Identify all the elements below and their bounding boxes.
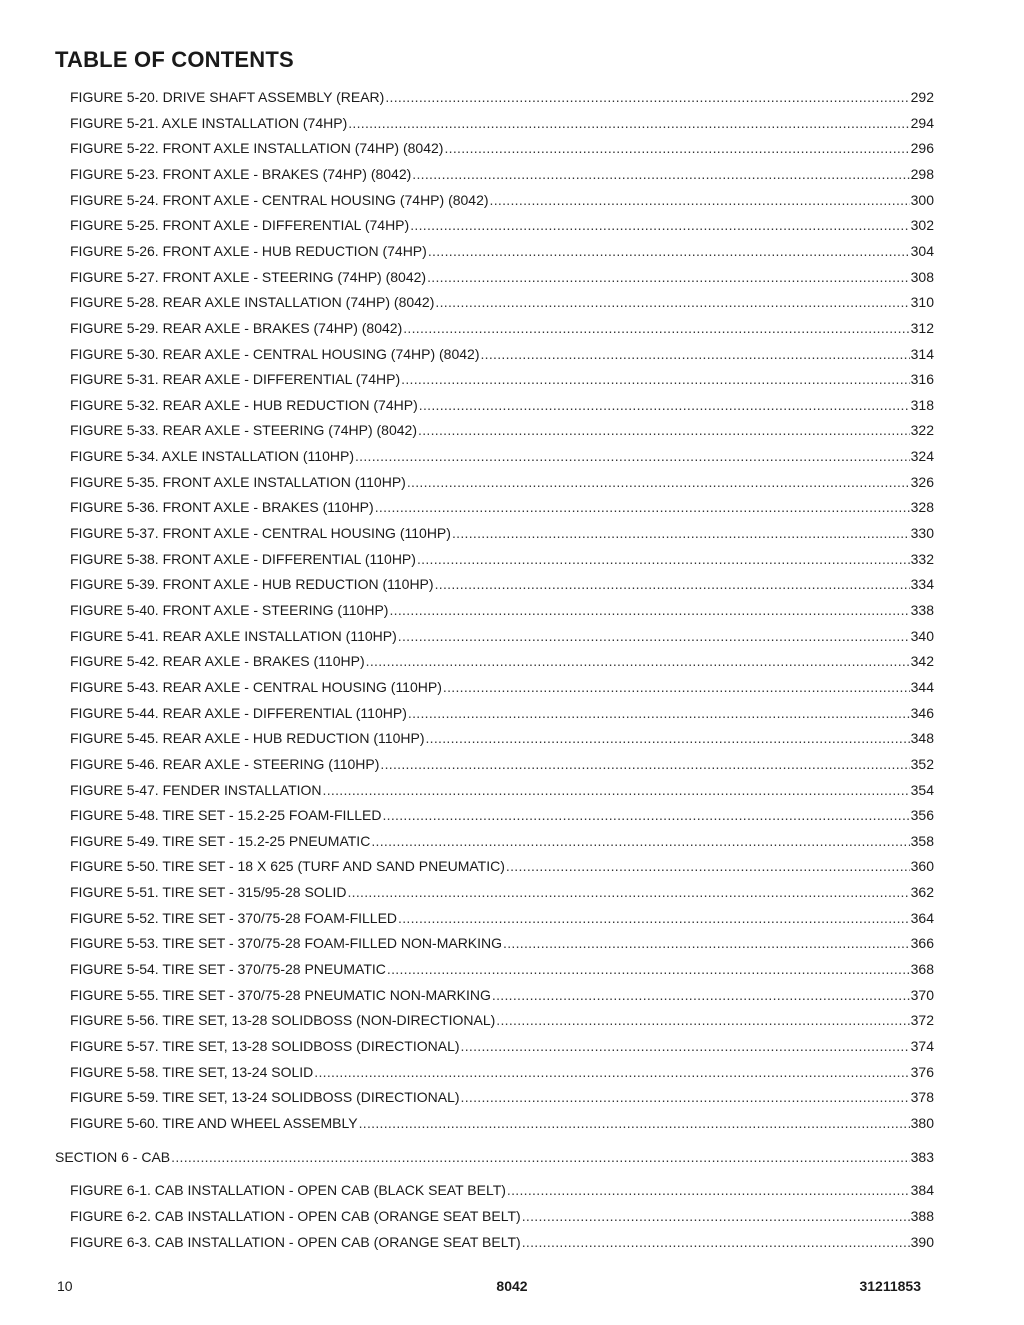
toc-entry-title: FIGURE 5-33. REAR AXLE - STEERING (74HP) (8042): [70, 422, 417, 438]
toc-leader-dots: [427, 268, 910, 286]
toc-figure-entry[interactable]: [70, 652, 934, 670]
toc-entry-page: 340: [910, 628, 934, 644]
toc-entry-page: 298: [910, 166, 934, 182]
toc-entry-page: 376: [910, 1064, 934, 1080]
toc-entry-title: FIGURE 5-45. REAR AXLE - HUB REDUCTION (110HP): [70, 730, 425, 746]
toc-leader-dots: [171, 1148, 910, 1166]
toc-entry-page: 338: [910, 602, 934, 618]
page-footer: [0, 1278, 1024, 1298]
toc-leader-dots: [410, 216, 909, 234]
toc-entry-title: FIGURE 5-36. FRONT AXLE - BRAKES (110HP): [70, 499, 374, 515]
toc-leader-dots: [314, 1063, 909, 1081]
toc-entry-page: 316: [910, 371, 934, 387]
toc-leader-dots: [366, 652, 910, 670]
toc-entry-page: 356: [910, 807, 934, 823]
toc-figure-entry[interactable]: [70, 755, 934, 773]
toc-leader-dots: [323, 781, 910, 799]
toc-leader-dots: [398, 627, 910, 645]
toc-figure-entry[interactable]: [70, 396, 934, 414]
toc-leader-dots: [490, 191, 910, 209]
toc-figure-entry[interactable]: [70, 832, 934, 850]
toc-entry-title: FIGURE 5-55. TIRE SET - 370/75-28 PNEUMATIC NON-MARKING: [70, 987, 491, 1003]
footer-model: 8042: [496, 1278, 528, 1294]
toc-entry-title: FIGURE 5-50. TIRE SET - 18 X 625 (TURF AND SAND PNEUMATIC): [70, 858, 505, 874]
toc-leader-dots: [461, 1037, 910, 1055]
toc-entry-page: 308: [910, 269, 934, 285]
toc-leader-dots: [380, 755, 909, 773]
toc-entry-title: FIGURE 5-59. TIRE SET, 13-24 SOLIDBOSS (DIRECTIONAL): [70, 1089, 460, 1105]
toc-figure-entry[interactable]: [70, 1207, 934, 1225]
toc-entry-page: 354: [910, 782, 934, 798]
toc-entry-page: 372: [910, 1012, 934, 1028]
toc-leader-dots: [385, 88, 909, 106]
toc-leader-dots: [443, 678, 910, 696]
toc-figure-entry[interactable]: [70, 934, 934, 952]
toc-leader-dots: [522, 1207, 910, 1225]
toc-entry-page: 322: [910, 422, 934, 438]
toc-entry-title: FIGURE 5-42. REAR AXLE - BRAKES (110HP): [70, 653, 365, 669]
toc-figure-entry[interactable]: [70, 191, 934, 209]
toc-figure-entry[interactable]: [70, 216, 934, 234]
toc-leader-dots: [492, 986, 910, 1004]
toc-leader-dots: [480, 345, 909, 363]
toc-entry-page: 312: [910, 320, 934, 336]
toc-figure-entry[interactable]: [70, 806, 934, 824]
toc-entry-page: 328: [910, 499, 934, 515]
toc-entry-page: 368: [910, 961, 934, 977]
toc-entry-title: FIGURE 6-2. CAB INSTALLATION - OPEN CAB (ORANGE SEAT BELT): [70, 1208, 521, 1224]
toc-figure-entry[interactable]: [70, 1233, 934, 1251]
toc-entry-page: 344: [910, 679, 934, 695]
toc-entry-title: FIGURE 5-52. TIRE SET - 370/75-28 FOAM-FILLED: [70, 910, 398, 926]
toc-figure-entry[interactable]: [70, 575, 934, 593]
toc-entry-title: FIGURE 5-38. FRONT AXLE - DIFFERENTIAL (110HP): [70, 551, 416, 567]
toc-entry-title: FIGURE 5-49. TIRE SET - 15.2-25 PNEUMATIC: [70, 833, 371, 849]
toc-entry-title: FIGURE 5-35. FRONT AXLE INSTALLATION (110HP): [70, 474, 406, 490]
toc-figure-entry[interactable]: [70, 447, 934, 465]
toc-entry-title: FIGURE 6-1. CAB INSTALLATION - OPEN CAB (BLACK SEAT BELT): [70, 1182, 506, 1198]
toc-entry-title: FIGURE 5-56. TIRE SET, 13-28 SOLIDBOSS (NON-DIRECTIONAL): [70, 1012, 496, 1028]
toc-leader-dots: [408, 704, 910, 722]
toc-leader-dots: [382, 806, 909, 824]
toc-entry-title: FIGURE 5-26. FRONT AXLE - HUB REDUCTION (74HP): [70, 243, 427, 259]
toc-figure-entry[interactable]: [70, 550, 934, 568]
toc-figure-entry[interactable]: [70, 1037, 934, 1055]
toc-entry-title: FIGURE 5-27. FRONT AXLE - STEERING (74HP) (8042): [70, 269, 427, 285]
toc-entry-page: 330: [910, 525, 934, 541]
toc-entry-title: FIGURE 5-37. FRONT AXLE - CENTRAL HOUSING (110HP): [70, 525, 451, 541]
toc-figure-entry[interactable]: [70, 627, 934, 645]
toc-entry-page: 294: [910, 115, 934, 131]
toc-entry-title: FIGURE 5-24. FRONT AXLE - CENTRAL HOUSING (74HP) (8042): [70, 192, 489, 208]
toc-leader-dots: [389, 601, 909, 619]
toc-entry-title: FIGURE 5-23. FRONT AXLE - BRAKES (74HP) (8042): [70, 166, 412, 182]
toc-entry-page: 318: [910, 397, 934, 413]
toc-leader-dots: [503, 934, 910, 952]
toc-figure-entry[interactable]: [70, 601, 934, 619]
toc-leader-dots: [428, 242, 910, 260]
toc-figure-entry[interactable]: [70, 986, 934, 1004]
toc-figure-entry[interactable]: [70, 857, 934, 875]
footer-doc-number: 31211853: [859, 1278, 921, 1294]
toc-entry-page: 390: [910, 1234, 934, 1250]
toc-entry-title: FIGURE 5-51. TIRE SET - 315/95-28 SOLID: [70, 884, 347, 900]
toc-entry-title: FIGURE 5-20. DRIVE SHAFT ASSEMBLY (REAR): [70, 89, 385, 105]
toc-leader-dots: [417, 550, 910, 568]
toc-figure-entry[interactable]: [70, 473, 934, 491]
toc-entry-page: 348: [910, 730, 934, 746]
toc-leader-dots: [425, 729, 909, 747]
toc-figure-entry[interactable]: [70, 729, 934, 747]
toc-leader-dots: [522, 1233, 910, 1251]
toc-entry-page: 310: [910, 294, 934, 310]
toc-entry-page: 292: [910, 89, 934, 105]
toc-entry-title: FIGURE 5-41. REAR AXLE INSTALLATION (110HP): [70, 628, 397, 644]
toc-entry-page: 360: [910, 858, 934, 874]
toc-leader-dots: [506, 857, 910, 875]
toc-figure-entry[interactable]: [70, 1181, 934, 1199]
toc-figure-entry[interactable]: [70, 960, 934, 978]
toc-entry-title: FIGURE 5-54. TIRE SET - 370/75-28 PNEUMATIC: [70, 961, 386, 977]
toc-figure-entry[interactable]: [70, 242, 934, 260]
toc-entry-page: 384: [910, 1182, 934, 1198]
toc-leader-dots: [444, 139, 909, 157]
toc-figure-entry[interactable]: [70, 88, 934, 106]
toc-leader-dots: [496, 1011, 909, 1029]
toc-figure-entry[interactable]: [70, 704, 934, 722]
toc-entry-title: FIGURE 5-30. REAR AXLE - CENTRAL HOUSING (74HP) (8042): [70, 346, 480, 362]
toc-entry-page: 362: [910, 884, 934, 900]
toc-leader-dots: [452, 524, 910, 542]
toc-leader-dots: [375, 498, 910, 516]
toc-figure-entry[interactable]: [70, 268, 934, 286]
toc-figure-entry[interactable]: [70, 1011, 934, 1029]
toc-figure-entry[interactable]: [70, 345, 934, 363]
toc-figure-entry[interactable]: [70, 165, 934, 183]
toc-figure-entry[interactable]: [70, 114, 934, 132]
toc-figure-entry[interactable]: [70, 1114, 934, 1132]
toc-entry-page: 352: [910, 756, 934, 772]
toc-entry-page: 296: [910, 140, 934, 156]
toc-figure-entry[interactable]: [70, 909, 934, 927]
toc-leader-dots: [398, 909, 910, 927]
toc-entry-title: FIGURE 5-40. FRONT AXLE - STEERING (110HP): [70, 602, 389, 618]
toc-entry-title: FIGURE 5-53. TIRE SET - 370/75-28 FOAM-FILLED NON-MARKING: [70, 935, 503, 951]
toc-entry-page: 334: [910, 576, 934, 592]
toc-figure-entry[interactable]: [70, 781, 934, 799]
toc-figure-entry[interactable]: [70, 370, 934, 388]
toc-figure-entry[interactable]: [70, 139, 934, 157]
toc-figure-entry[interactable]: [70, 678, 934, 696]
toc-leader-dots: [348, 114, 909, 132]
toc-entry-title: SECTION 6 - CAB: [55, 1149, 171, 1165]
toc-entry-title: FIGURE 5-43. REAR AXLE - CENTRAL HOUSING (110HP): [70, 679, 442, 695]
toc-leader-dots: [418, 421, 910, 439]
toc-entry-title: FIGURE 5-21. AXLE INSTALLATION (74HP): [70, 115, 348, 131]
toc-entry-title: FIGURE 5-46. REAR AXLE - STEERING (110HP): [70, 756, 380, 772]
toc-entry-page: 314: [910, 346, 934, 362]
toc-entry-page: 304: [910, 243, 934, 259]
toc-entry-page: 300: [910, 192, 934, 208]
toc-entry-title: FIGURE 5-34. AXLE INSTALLATION (110HP): [70, 448, 354, 464]
toc-figure-entry[interactable]: [70, 421, 934, 439]
toc-entry-page: 332: [910, 551, 934, 567]
toc-leader-dots: [507, 1181, 910, 1199]
toc-entry-page: 378: [910, 1089, 934, 1105]
toc-entry-page: 324: [910, 448, 934, 464]
toc-leader-dots: [435, 293, 909, 311]
toc-figure-entry[interactable]: [70, 293, 934, 311]
toc-figure-entry[interactable]: [70, 883, 934, 901]
page-title: TABLE OF CONTENTS: [55, 47, 294, 72]
toc-entry-page: 302: [910, 217, 934, 233]
toc-entry-page: 366: [910, 935, 934, 951]
toc-leader-dots: [407, 473, 910, 491]
toc-leader-dots: [355, 447, 910, 465]
toc-figure-entry[interactable]: [70, 1063, 934, 1081]
toc-leader-dots: [435, 575, 910, 593]
toc-leader-dots: [401, 370, 910, 388]
toc-leader-dots: [461, 1088, 910, 1106]
toc-entry-page: 358: [910, 833, 934, 849]
toc-leader-dots: [387, 960, 910, 978]
toc-figure-entry[interactable]: [70, 524, 934, 542]
toc-entry-title: FIGURE 5-39. FRONT AXLE - HUB REDUCTION (110HP): [70, 576, 434, 592]
toc-entry-title: FIGURE 5-22. FRONT AXLE INSTALLATION (74HP) (8042): [70, 140, 444, 156]
toc-entry-page: 383: [910, 1149, 934, 1165]
toc-entry-title: FIGURE 5-29. REAR AXLE - BRAKES (74HP) (8042): [70, 320, 403, 336]
toc-entry-page: 374: [910, 1038, 934, 1054]
toc-entry-title: FIGURE 5-28. REAR AXLE INSTALLATION (74HP) (8042): [70, 294, 435, 310]
toc-entry-title: FIGURE 5-57. TIRE SET, 13-28 SOLIDBOSS (DIRECTIONAL): [70, 1038, 460, 1054]
toc-leader-dots: [347, 883, 909, 901]
toc-leader-dots: [371, 832, 909, 850]
toc-leader-dots: [403, 319, 909, 337]
toc-entry-title: FIGURE 5-60. TIRE AND WHEEL ASSEMBLY: [70, 1115, 358, 1131]
toc-figure-entry[interactable]: [70, 319, 934, 337]
toc-entry-page: 380: [910, 1115, 934, 1131]
toc-entry-page: 326: [910, 474, 934, 490]
toc-leader-dots: [359, 1114, 910, 1132]
toc-entry-title: FIGURE 5-47. FENDER INSTALLATION: [70, 782, 322, 798]
toc-figure-entry[interactable]: [70, 1088, 934, 1106]
toc-entry-title: FIGURE 5-32. REAR AXLE - HUB REDUCTION (74HP): [70, 397, 418, 413]
toc-entry-title: FIGURE 5-44. REAR AXLE - DIFFERENTIAL (110HP): [70, 705, 407, 721]
toc-entry-title: FIGURE 5-25. FRONT AXLE - DIFFERENTIAL (74HP): [70, 217, 410, 233]
toc-entry-page: 364: [910, 910, 934, 926]
toc-figure-entry[interactable]: [70, 498, 934, 516]
toc-entry-page: 370: [910, 987, 934, 1003]
footer-page-number: 10: [57, 1278, 73, 1294]
toc-section-entry[interactable]: [55, 1148, 934, 1166]
toc-entry-title: FIGURE 5-58. TIRE SET, 13-24 SOLID: [70, 1064, 314, 1080]
toc-entry-page: 346: [910, 705, 934, 721]
toc-leader-dots: [412, 165, 909, 183]
toc-entry-page: 342: [910, 653, 934, 669]
toc-leader-dots: [419, 396, 910, 414]
toc-entry-title: FIGURE 6-3. CAB INSTALLATION - OPEN CAB (ORANGE SEAT BELT): [70, 1234, 521, 1250]
toc-entry-title: FIGURE 5-48. TIRE SET - 15.2-25 FOAM-FILLED: [70, 807, 382, 823]
toc-entry-title: FIGURE 5-31. REAR AXLE - DIFFERENTIAL (74HP): [70, 371, 401, 387]
toc-entry-page: 388: [910, 1208, 934, 1224]
